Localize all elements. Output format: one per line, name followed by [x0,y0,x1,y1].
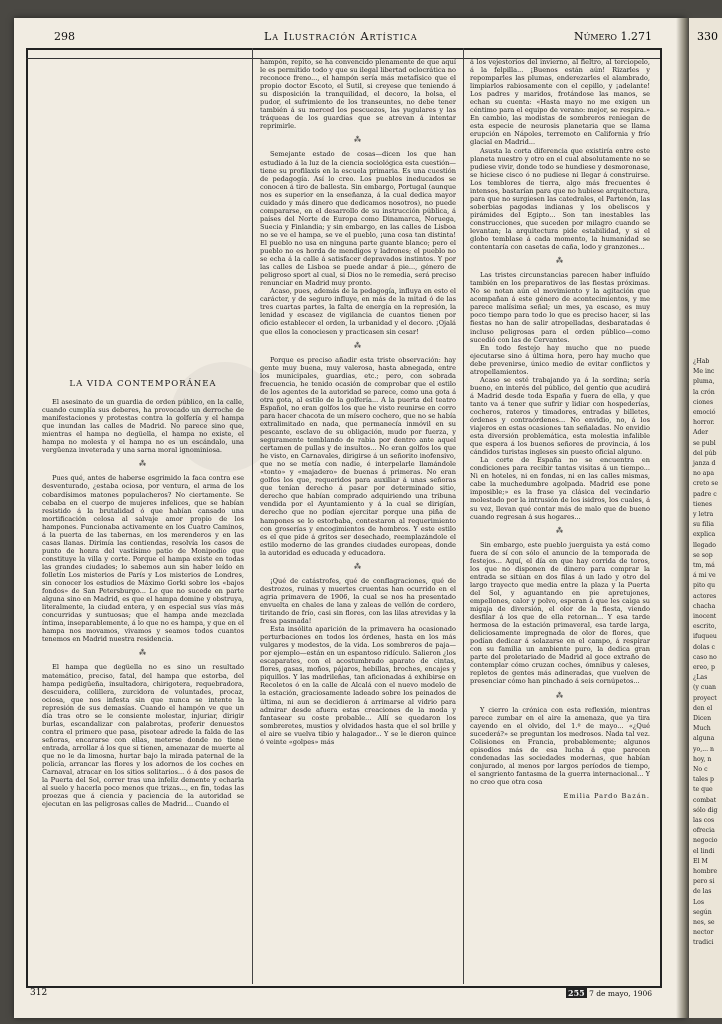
paragraph: ¡Qué de catástrofes, qué de conflagraciones, qué de destrozos, ruinas y muertes cruentas han ocurrido en el agria primavera de 1906, la cual se nos ha presentado envuelta en chales de lana y zaleas de vellón de cordero, tiritando de frío, casi sin flores, con las lilas atrevidas y la fresa pasmada! [260,576,456,626]
next-page-line: tradici [693,939,714,947]
next-page-line: El M [693,857,708,865]
column-divider-1 [252,48,253,984]
next-page-line: Los [693,898,705,906]
next-page-line: sólo dig [693,806,718,814]
article-title: LA VIDA CONTEMPORÁNEA [69,379,217,389]
next-page-line: pero si [693,878,715,886]
paragraph: Sin embargo, este pueblo juerguista ya está como fuera de sí con sólo el anuncio de la temporada de festejos... Aquí, el día en que hay corrida de toros, los que no disponen de dinero para comprar la entrada se sitúan en dos filas á un lado y otro del largo trayecto que media entre la plaza y la Puerta del Sol, y aguantando en pie apretujones, empellones, calor y polvo, esperan á que les caiga su migaja de diversión, el olor de la fiesta, viendo desfilar á los que de ella retornan... Y esa tarde hermosa de la estación primaveral, esa tarde larga, deliciosamente impregnada de olor de flores, que podían dedicar á solazarse en el campo, á respirar con su familia un ambiente puro, la dedica gran parte del proletariado de Madrid al goce extraño de contemplar cómo cruzan coches, ómnibus y caleses, repletos de gentes más adineradas, que vuelven de presenciar cómo han pinchado á seis cornúpetos... [470,540,650,686]
next-page-text [693,358,722,978]
next-page-line: Dicen [693,715,712,722]
paragraph: El asesinato de un guardia de orden público, en la calle, cuando cumplía sus deberes, ha provocado un derroche de manifestaciones y protestas contra la golfería y el hampa que inundan las calles de Madrid. No parece sino que, mientras el hampa no degüella, el hampa no existe, el hampa no molesta y el hampa no es un escándalo, una vergüenza inveterada y una sarna moral ignominiosa. [42,398,244,455]
next-page-line: ¿Las [693,674,708,682]
footer-page-number: 312 [30,988,48,998]
next-page-line: Much [693,725,711,733]
author-signature: Emilia Pardo Bazán. [563,792,650,801]
next-page-line: la crón [693,388,715,396]
next-page-line: creto se [693,480,719,488]
next-page-line: janza d [693,460,716,467]
next-page-line: actores [693,592,717,600]
section-separator: ⁂ [556,257,564,266]
paragraph: Semejante estado de cosas—dicen los que han estudiado á la luz de la ciencia sociológica esta cuestión—tiene su profilaxis en la escuela primaria. Es una cuestión de pedagogía. Así lo creo. Los pueblos ineducados se conocen á tiro de ballesta. Sin embargo, Portugal (aunque nos es superior en la enseñanza, á la cual dedica mayor cuidado y más dinero que dedicamos nosotros), no puede compararse, en el desarrollo de su instrucción pública, á países del Norte de Europa como Dinamarca, Noruega, Suecia y Finlandia; y sin embargo, en las calles de Lisboa no se ve el hampa, se ve el pueblo, ¡una cosa tan distinta! El pueblo no usa en ninguna parte guante blanco; pero el pueblo no es horda de mendigos y ladrones; el pueblo no se echa á la calle á satisfacer depravados instintos. Y por las calles de Lisboa se puede andar á pie..., género de peligroso sport al cual, si Dios no le remedia, será preciso renunciar en Madrid muy pronto. [260,150,456,288]
next-page-line: se publ [693,439,716,447]
next-page [689,18,722,1018]
next-page-line: chacha [693,602,716,610]
next-page-line: pito qu [693,582,716,590]
paragraph: Esta insólita aparición de la primavera ha ocasionado perturbaciones en todos los órdenes, hasta en los más vulgares y modestos, de la vida. Los sombreros de paja—por ejemplo—están en un espantoso ridículo. Salieron ¿los escaparates, con el acostumbrado aparato de cintas, flores, gasas, moños, pájaros, hebillas, broches, encajes y piquillos. Y las madrileñas, tan aficionadas á exhibirse en Recoletos ó en la calle de Alcalá con el nuevo modelo de la estación, graciosamente ladeado sobre los peinados de última, ni aun se decidieron á arrimarse al vidrio para admirar desde afuera estas creaciones de la moda y fantasear su coste probable... Allí se quedaron los sombreretes, mustios y olvidados hasta que el sol brille y el aire se vuelva tibio y halagador... Y se le dieron quince ó veinte «golpes» más [260,625,456,746]
next-page-line: no apa [693,470,715,478]
next-page-line: ifuqueu [693,633,717,641]
next-page-line: á mi ve [693,572,716,580]
next-page-line: del púb [693,449,717,457]
next-page-line: tm, má [693,562,715,569]
journal-title: La Ilustración Artística [264,30,418,43]
section-separator: ⁂ [354,136,362,145]
next-page-number: 330 [697,30,718,43]
column-2 [260,58,456,978]
column-divider-2 [463,48,464,984]
next-page-line: se sop [693,551,713,559]
footer-stamp: 255 [568,988,585,998]
next-page-line: ereo, p [693,664,715,671]
gutter [676,18,690,1018]
section-separator: ⁂ [354,341,362,350]
footer-date: 7 de mayo, 1906 [589,989,653,998]
next-page-line: Me inc [693,368,715,376]
next-page-line: ciones [693,398,713,406]
paragraph: Asusta la corta diferencia que existiría entre este planeta nuestro y otro en el cual absolutamente no se pudiese vivir, donde todo se hundiese y desmoronase, se hiciese cisco ó no pudiese ni llegar á construirse. Los temblores de tierra, algo más frecuentes é intensos, bastarían para que no hubiese arquitectura, para que no surgiesen las catedrales, el Partenón, las soberbias pagodas indianas y los obeliscos y pirámides del Egipto... Son tan inestables las construcciones, que suceden por milagro cuando se levantan; la arquitectura pide estabilidad, y si el globo temblase á cada momento, la humanidad se contentaría con casetas de caña, lodo y granzones... [470,146,650,252]
next-page-line: No c [693,766,708,773]
section-separator: ⁂ [556,526,564,535]
next-page-line: combat [693,796,717,804]
next-page-line: las cos [693,817,715,824]
next-page-line: su filia [693,521,714,529]
footer-date-line [566,988,652,998]
next-page-line: horror. [693,419,715,427]
next-page-line: escrito, [693,623,717,631]
paragraph: Las tristes circunstancias parecen haber influído también en los preparativos de las fiestas próximas. No se notan aún el movimiento y la agitación que acompañan á este género de acontecimientos, y me parece malísima señal; un mes, ya escaso, es muy poco tiempo para todo lo que es preciso hacer, si las fiestas no han de salir atropelladas, desbaratadas é incluso peligrosas para el orden público—como sucedió con las de Cervantes. [470,271,650,344]
next-page-line: negocio [693,837,718,845]
next-page-line: yo,... n [693,745,715,753]
paragraph: La corte de España no se encuentra en condiciones para recibir tantas visitas á un tiempo... Ni en hoteles, ni en fondas, ni en las calles mismas, cabe la muchedumbre agolpada. Madrid ese pone imposible;» es la frase ya clásica del vecindario molestado por la intrusión de los isidros, los cuales, á su vez, llevan qué contar más de malo que de bueno cuando regresan á sus hogares... [470,456,650,521]
next-page-line: ¿Hab [693,358,710,365]
section-separator: ⁂ [354,562,362,571]
next-page-line: padre c [693,490,717,498]
next-page-line: den el [693,704,713,712]
next-page-line: caso no [693,653,717,661]
paragraph: Acaso, pues, además de la pedagogía, influya en esto el carácter, y de seguro influye, en más de la mitad ó de las tres cuartas partes, la falta de energía en la represión, la lenidad y escasez de vigilancia de cuantos tienen por oficio establecer el orden, la urbanidad y el decoro. ¡Ojalá que ellos la conociesen y practicasen sin cesar! [260,287,456,336]
next-page-line: hombre [693,868,718,875]
section-separator: ⁂ [139,460,147,469]
next-page-line: llegado [693,541,716,549]
paragraph: hampón, repito, se ha convencido plenamente de que aquí le es permitido todo y que su ilegal libertad oclocrática no reconoce freno..., el hampón sería más metafísico que el propio doctor Escoto, el Sutil, si creyese que teniendo á su disposición la tranquilidad, el decoro, la bolsa, el pudor, el sufrimiento de los transeuntes, no debe tener también á su merced los pescuezos, las yugulares y las tráqueas de los guardias que se atrevan á intentar reprimirle. [260,58,456,131]
next-page-line: pluma, [693,378,715,386]
next-page-line: tienes [693,500,712,508]
column-1 [42,58,244,978]
section-separator: ⁂ [139,649,147,658]
next-page-line: ofrecia [693,827,715,835]
issue-number: Número 1.271 [574,30,652,43]
next-page-line: explica [693,531,716,539]
next-page-line: de las [693,888,712,896]
paragraph: Acaso se esté trabajando ya á la sordina; sería bueno, en interés del público, del gentío que acudirá á Madrid desde toda España y fuera de ella, y que tanto va á tener que sufrir y lidiar con hospederías, cocheros, rateros y timadores, entradas y billetes, órdenes y contraórdenes... No envidio, no, á los viajeros en estas ocasiones tan señaladas. No envidio esta diversión problemática, esta molestia infalible que espera á los buenos señores de provincia, á los cándidos turistas ingleses sin puesto oficial alguno. [470,375,650,457]
next-page-line: emoció [693,409,716,416]
next-page-line: proyect [693,694,717,702]
paragraph: Y cierro la crónica con esta reflexión, mientras parece zumbar en el aire la amenaza, que ya tira cayendo en el olvido, del 1.º de mayo... «¿Qué sucederá?» se preguntan los medrosos. Nada tal vez. Colisiones en Francia, probablemente; algunos episodios más de esa lucha á que parecen condenadas las sociedades modernas, que habían conjurado, al menos por largos períodos de tiempo, el sangriento fantasma de la guerra internacional... Y no creo que otra cosa [470,705,650,786]
next-page-line: el lindi [693,847,715,855]
next-page-line: (y cuan [693,684,717,692]
section-separator: ⁂ [556,691,564,700]
paragraph: El hampa que degüella no es sino un resultado matemático, preciso, fatal, del hampa que estorba, del hampa pedigüeña, insultadora, chirigotera, requebradora, descuidera, colillera, zurcidora de voluntades, procaz, ociosa, que nos infesta sin que nunca se intente la represión de sus demasías. Cuando el hampón ve que un día tras otro se le consiente molestar, injuriar, dirigir burlas, escandalizar con palabrotas, proferir denuestos contra el primero que pasa, pisotear adrede la falda de las señoras, encararse con ellas, meterse donde no tiene entrada, arrollar á los que si tienen, amenazar de muerte al que no le da limosna, hurtar bajo la mirada paternal de la policía, arrancar las flores y los adornos de los coches en Carnaval, atracar en los sitios solitarios... ó á dos pasos de la Puerta del Sol, correr tras una infeliz demente y echarla al suelo y hacerla poco menos que trizas..., en fin, todas las proezas que á ciencia y paciencia de la autoridad se ejecutan en las peligrosas calles de Madrid... Cuando el [42,663,244,809]
next-page-line: Ader [693,429,709,437]
next-page-line: según [693,908,712,916]
next-page-line: te que [693,786,713,794]
paragraph: á los vejestorios del invierno, al fieltro, al terciopelo, á la felpilla... ¡Buenos están aún! Rizarles y repomparles las plumas, enderezarles el alambrado, limpiarlos rabiosamente con el cepillo, y ¡adelante! Los padres y maridos, frotándose las manos, se echan su cuenta: «Hasta mayo no me exigen un céntimo para el equipo de verano: mejor, se respira.» En cambio, las modistas de sombreros reniegan de esta especie de neurosis planetaria que se llama erupción en Nápoles, terremoto en California y frío glacial en Madrid... [470,58,650,147]
next-page-line: nes, se [693,919,715,926]
next-page-line: hoy, n [693,755,712,763]
paragraph: Porque es preciso añadir esta triste observación: hay gente muy buena, muy valerosa, hasta abnegada, entre los municipales, guardias, etc.; pero, con sobrada frecuencia, he tenido ocasión de comprobar que el estilo de los agentes de la autoridad se parece, como una gota á otra gota, al estilo de la golfería... A la puerta del teatro Español, no eran golfos los que he visto reunirse en corro para hacer chacota de un mísero cochero, que no se había extralimitado en nada, que permanecía inmóvil en su pescante, esclavo de su obligación, mudo por fuerza, y seguramente temblando de rabia por dentro ante aquel certamen de pullas y de insultos... No eran golfos los que he visto, en Carnavales, dirigirse á un señorito inofensivo, que no se metía con nadie, é interpelarle llamándole «tonto» y «majadero» de buenas á primeras. No eran golfos los que, requeridos para auxiliar á unas señoras que tenían derecho á pasar por determinado sitio, derecho que habían comprado adquiriendo una tribuna vendida por el Ayuntamiento y á la cual se dirigían, derecho que no podían ejercitar porque una piña de hampones se lo estorbaba, contestaron al requerimiento con groserías y encogimientos de hombros. Y este estilo es el que pide á gritos ser desechado, reemplazándole el estilo moderno de las grandes ciudades europeas, donde la autoridad es educada y educadora. [260,355,456,557]
next-page-line: alguna [693,735,715,743]
next-page-line: inocent [693,613,717,620]
next-page-line: nector [693,929,714,937]
paragraph: Pues qué, antes de haberse esgrimido la faca contra ese desventurado, ¿estaba ociosa, por ventura, el arma de los cobardísimos matones populacheros? No ciertamente. Se cebaba en el cuerpo de mujeres infelices, que se habían resistido á la brutalidad ó que habían cansado una mortificación celosa al salvaje amor propio de los hampones. Funcionaba activamente en los Cuatro Caminos, á la puerta de las tabernas, en los merenderos y en las casas llanas. Dirimía las contiendas, resolvía los casos de punto de honra del vastísimo patio de Monipodio que constituye la villa y corte. Porque el hampa existe en todas las grandes ciudades; lo sabemos aun sin haber leído en folletín Los misterios de París y Los misterios de Londres, sin conocer los estudios de Máximo Gorki sobre los «bajos fondos» de San Petersburgo... Lo que no sucede en parte alguna sino en Madrid, es que el hampa domine y obstruya, literalmente, la ciudad entera, y en especial sus vías más concurridas y suntuosas; que el hampa ande mezclada íntima, inseparablemente, á lo que no es hampa, y que en el hampa nos movamos, vivamos y seamos todos cuantos tenemos en Madrid nuestra residencia. [42,474,244,644]
next-page-line: y letra [693,511,714,518]
column-3 [470,58,650,978]
paragraph: En todo festejo hay mucho que no puede ejecutarse sino á última hora, pero hay mucho que debe prevenirse, único medio de evitar conflictos y atropellamientos. [470,343,650,376]
next-page-line: tales p [693,776,714,784]
next-page-line: dolas c [693,643,715,651]
page-number: 298 [54,30,75,43]
